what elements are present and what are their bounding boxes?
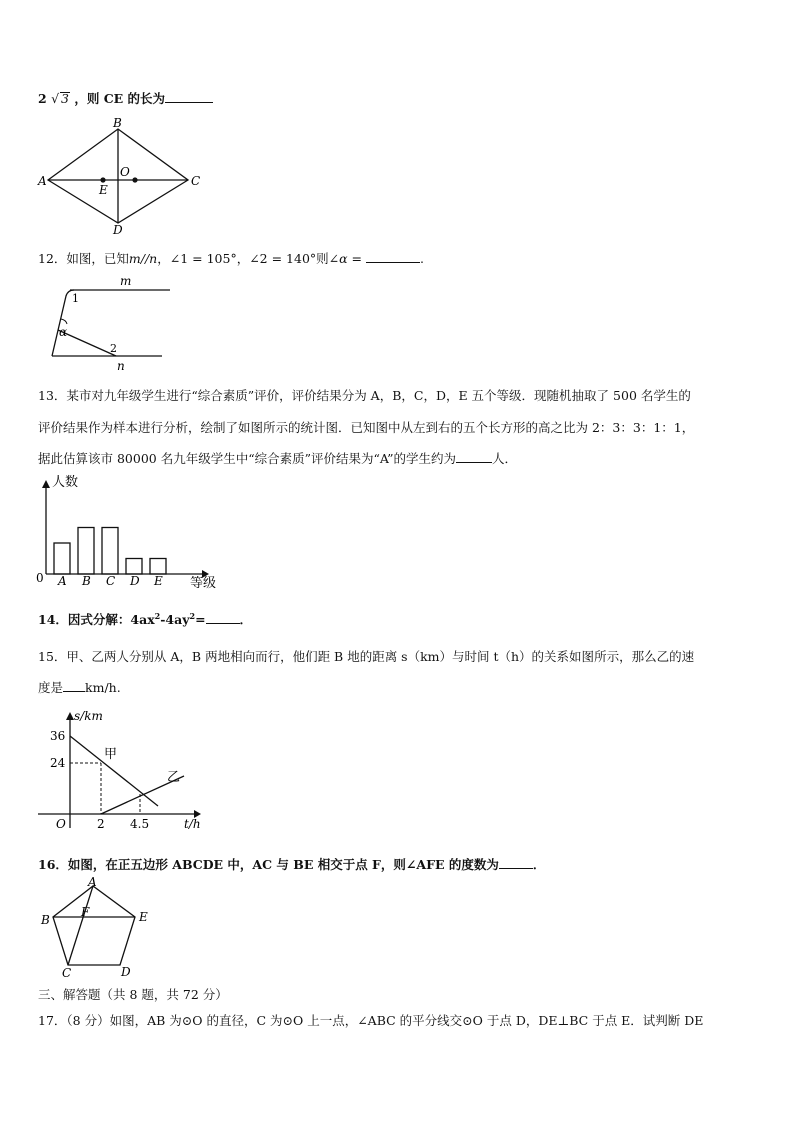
graph-yi-label: 乙 xyxy=(167,770,181,785)
bar-label-e: E xyxy=(154,574,163,588)
chart-xlabel: 等级 xyxy=(190,576,217,591)
q12-prefix: 12．如图，已知 xyxy=(38,251,129,266)
rhombus-label-o: O xyxy=(120,165,130,179)
q16-question: 16．如图，在正五边形 ABCDE 中，AC 与 BE 相交于点 F，则∠AFE 的度数为 xyxy=(38,857,499,872)
q14-part1: 14．因式分解：4ax xyxy=(38,612,155,627)
angle-2-label: 2 xyxy=(110,342,117,355)
line-m-label: m xyxy=(120,274,132,288)
pentagon-label-e: E xyxy=(139,910,148,924)
pentagon-label-f: F xyxy=(81,905,90,919)
q12-end: . xyxy=(420,251,424,266)
q11-question: ，则 CE 的长为 xyxy=(74,91,166,106)
graph-xlabel: t/h xyxy=(184,817,201,831)
q14-sup1: 2 xyxy=(154,610,161,621)
q14-end: ． xyxy=(239,612,253,627)
parallel-lines-figure xyxy=(44,276,184,372)
q12-text xyxy=(38,249,424,267)
bar-e xyxy=(150,559,166,575)
q14-sup2: 2 xyxy=(189,610,196,621)
section-header: 三、解答题（共 8 题，共 72 分） xyxy=(38,987,228,1002)
q13-line3 xyxy=(38,449,517,467)
q13-line3-text: 据此估算该市 80000 名九年级学生中“综合素质”评价结果为“A”的学生约为 xyxy=(38,451,456,466)
pentagon-label-d: D xyxy=(121,965,131,979)
rhombus-label-d: D xyxy=(113,223,123,237)
q11-radicand: 3 xyxy=(61,91,69,106)
grade-bar-chart xyxy=(34,474,224,592)
graph-tick-24: 24 xyxy=(50,756,66,770)
q11-coef: 2 xyxy=(38,91,47,106)
rhombus-label-a: A xyxy=(38,174,47,188)
angle-alpha-label: α xyxy=(59,325,68,339)
q15-line2 xyxy=(38,678,121,696)
q13-line3-end: 人． xyxy=(491,451,517,466)
q17-text: 17．（8 分）如图，AB 为⊙O 的直径，C 为⊙O 上一点，∠ABC 的平分线交⊙O 于点 D，DE⊥BC 于点 E．试判断 DE xyxy=(38,1013,704,1028)
graph-origin: O xyxy=(56,817,66,831)
rhombus-figure xyxy=(36,118,206,236)
q13-line1: 13．某市对九年级学生进行“综合素质”评价，评价结果分为 A，B，C，D，E 五个等级．现随机抽取了 500 名学生的 xyxy=(38,388,691,403)
graph-ylabel: s/km xyxy=(74,709,103,723)
q12-eq: = xyxy=(347,251,366,266)
bar-label-a: A xyxy=(58,574,67,588)
q16-answer-blank[interactable] xyxy=(499,856,533,869)
bar-label-d: D xyxy=(130,574,140,588)
q13-line2: 评价结果作为样本进行分析，绘制了如图所示的统计图．已知图中从左到右的五个长方形的高之比为 2：3：3：1：1， xyxy=(38,420,695,435)
graph-tick-36: 36 xyxy=(50,729,66,743)
graph-tick-2: 2 xyxy=(97,817,105,831)
graph-jia-label: 甲 xyxy=(104,747,118,762)
q14-answer-blank[interactable] xyxy=(206,611,240,624)
chart-ylabel: 人数 xyxy=(52,475,79,490)
chart-origin: 0 xyxy=(36,571,44,585)
q15-line2-text: 度是 xyxy=(38,680,64,695)
line-n-label: n xyxy=(117,359,125,373)
q14-text xyxy=(38,610,252,628)
q12-answer-blank[interactable] xyxy=(366,250,420,263)
q13-answer-blank[interactable] xyxy=(456,450,492,463)
q14-part2: -4ay xyxy=(160,612,190,627)
angle-1-label: 1 xyxy=(72,292,79,305)
q12-parallel: m//n xyxy=(128,251,158,266)
sqrt-symbol: √ xyxy=(51,91,60,106)
graph-tick-4-5: 4.5 xyxy=(130,817,150,831)
q15-unit: km/h. xyxy=(85,680,121,695)
bar-label-b: B xyxy=(82,574,91,588)
q11-text xyxy=(38,89,213,107)
bar-c xyxy=(102,528,118,575)
bar-b xyxy=(78,528,94,575)
pentagon-label-c: C xyxy=(62,966,72,980)
q16-end: ． xyxy=(532,857,546,872)
rhombus-label-b: B xyxy=(113,116,122,130)
q15-answer-blank[interactable] xyxy=(63,679,85,692)
pentagon-figure xyxy=(36,876,156,982)
pentagon-label-b: B xyxy=(41,913,50,927)
q11-answer-blank[interactable] xyxy=(165,90,213,103)
pentagon-label-a: A xyxy=(88,875,97,889)
q12-alpha: α xyxy=(339,251,348,266)
q12-angles: ，∠1 = 105°，∠2 = 140°则∠ xyxy=(157,251,340,266)
q15-line1: 15．甲、乙两人分别从 A，B 两地相向而行，他们距 B 地的距离 s（km）与时间 t（h）的关系如图所示，那么乙的速 xyxy=(38,649,695,664)
q14-part3: = xyxy=(195,612,206,627)
rhombus-label-c: C xyxy=(191,174,201,188)
bar-label-c: C xyxy=(106,574,116,588)
distance-time-graph xyxy=(34,706,214,834)
bar-d xyxy=(126,559,142,575)
rhombus-label-e: E xyxy=(99,183,108,197)
bar-a xyxy=(54,543,70,574)
q16-text xyxy=(38,855,545,873)
